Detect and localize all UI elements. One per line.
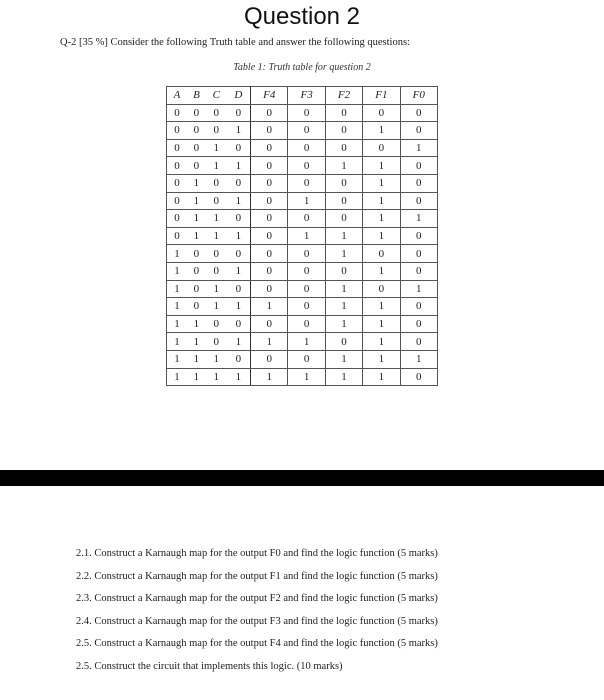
table-cell: 0 bbox=[167, 174, 187, 192]
column-header-c: C bbox=[206, 87, 227, 105]
task-item: 2.5. Construct the circuit that implements this logic. (10 marks) bbox=[76, 660, 343, 672]
table-cell: 1 bbox=[325, 280, 362, 298]
table-cell: 1 bbox=[206, 280, 227, 298]
table-cell: 0 bbox=[400, 298, 437, 316]
table-cell: 1 bbox=[187, 315, 206, 333]
table-cell: 1 bbox=[227, 157, 251, 175]
table-cell: 0 bbox=[325, 174, 362, 192]
table-cell: 0 bbox=[288, 157, 325, 175]
column-header-a: A bbox=[167, 87, 187, 105]
table-cell: 1 bbox=[400, 350, 437, 368]
table-cell: 1 bbox=[187, 368, 206, 386]
task-list bbox=[76, 548, 438, 684]
table-cell: 1 bbox=[227, 262, 251, 280]
table-row bbox=[167, 280, 438, 298]
table-cell: 0 bbox=[251, 280, 288, 298]
table-cell: 0 bbox=[288, 262, 325, 280]
table-row bbox=[167, 368, 438, 386]
column-header-b: B bbox=[187, 87, 206, 105]
table-cell: 1 bbox=[288, 227, 325, 245]
table-cell: 0 bbox=[227, 245, 251, 263]
table-cell: 1 bbox=[187, 350, 206, 368]
table-row bbox=[167, 210, 438, 228]
table-cell: 1 bbox=[227, 192, 251, 210]
table-cell: 1 bbox=[251, 368, 288, 386]
table-cell: 0 bbox=[206, 262, 227, 280]
table-cell: 0 bbox=[325, 139, 362, 157]
table-cell: 0 bbox=[288, 280, 325, 298]
table-cell: 1 bbox=[363, 368, 400, 386]
table-cell: 0 bbox=[400, 368, 437, 386]
table-cell: 0 bbox=[227, 280, 251, 298]
table-cell: 0 bbox=[167, 210, 187, 228]
table-cell: 0 bbox=[167, 104, 187, 122]
table-row bbox=[167, 174, 438, 192]
table-cell: 0 bbox=[288, 139, 325, 157]
table-cell: 0 bbox=[251, 157, 288, 175]
column-header-f3: F3 bbox=[288, 87, 325, 105]
table-cell: 1 bbox=[167, 245, 187, 263]
table-cell: 0 bbox=[288, 210, 325, 228]
table-cell: 0 bbox=[325, 333, 362, 351]
column-header-f4: F4 bbox=[251, 87, 288, 105]
table-cell: 0 bbox=[206, 333, 227, 351]
table-cell: 0 bbox=[167, 192, 187, 210]
table-cell: 1 bbox=[187, 192, 206, 210]
task-item: 2.5. Construct a Karnaugh map for the output F4 and find the logic function (5 marks) bbox=[76, 638, 438, 650]
table-cell: 1 bbox=[363, 192, 400, 210]
task-item: 2.4. Construct a Karnaugh map for the output F3 and find the logic function (5 marks) bbox=[76, 615, 438, 627]
table-cell: 1 bbox=[325, 368, 362, 386]
table-row bbox=[167, 262, 438, 280]
table-cell: 0 bbox=[251, 315, 288, 333]
table-cell: 0 bbox=[167, 122, 187, 140]
column-header-f2: F2 bbox=[325, 87, 362, 105]
table-cell: 1 bbox=[206, 157, 227, 175]
table-cell: 0 bbox=[400, 157, 437, 175]
table-row bbox=[167, 104, 438, 122]
table-cell: 1 bbox=[400, 280, 437, 298]
table-cell: 0 bbox=[227, 210, 251, 228]
table-header-row bbox=[167, 87, 438, 105]
table-cell: 0 bbox=[251, 122, 288, 140]
table-cell: 0 bbox=[251, 210, 288, 228]
table-cell: 1 bbox=[288, 192, 325, 210]
table-cell: 0 bbox=[167, 157, 187, 175]
table-cell: 1 bbox=[288, 368, 325, 386]
table-cell: 1 bbox=[206, 368, 227, 386]
table-cell: 0 bbox=[400, 262, 437, 280]
table-cell: 1 bbox=[325, 298, 362, 316]
table-row bbox=[167, 333, 438, 351]
table-cell: 1 bbox=[400, 210, 437, 228]
table-cell: 0 bbox=[363, 104, 400, 122]
table-cell: 1 bbox=[325, 350, 362, 368]
table-cell: 1 bbox=[400, 139, 437, 157]
table-row bbox=[167, 139, 438, 157]
table-row bbox=[167, 157, 438, 175]
table-cell: 0 bbox=[187, 280, 206, 298]
table-cell: 0 bbox=[206, 174, 227, 192]
table-cell: 0 bbox=[206, 245, 227, 263]
table-cell: 0 bbox=[187, 245, 206, 263]
task-item: 2.1. Construct a Karnaugh map for the output F0 and find the logic function (5 marks) bbox=[76, 548, 438, 559]
table-cell: 0 bbox=[325, 210, 362, 228]
table-cell: 1 bbox=[187, 227, 206, 245]
table-cell: 0 bbox=[187, 298, 206, 316]
table-cell: 0 bbox=[227, 315, 251, 333]
table-cell: 0 bbox=[167, 139, 187, 157]
table-cell: 1 bbox=[167, 280, 187, 298]
table-cell: 0 bbox=[363, 139, 400, 157]
table-cell: 1 bbox=[206, 227, 227, 245]
table-cell: 1 bbox=[363, 350, 400, 368]
table-cell: 1 bbox=[363, 262, 400, 280]
table-cell: 1 bbox=[167, 262, 187, 280]
table-cell: 1 bbox=[187, 174, 206, 192]
page-bottom bbox=[0, 486, 604, 700]
table-cell: 0 bbox=[400, 192, 437, 210]
table-cell: 0 bbox=[187, 262, 206, 280]
table-cell: 0 bbox=[227, 104, 251, 122]
table-cell: 1 bbox=[206, 350, 227, 368]
table-cell: 1 bbox=[167, 368, 187, 386]
table-cell: 1 bbox=[325, 245, 362, 263]
table-cell: 0 bbox=[400, 174, 437, 192]
table-cell: 1 bbox=[363, 122, 400, 140]
table-cell: 0 bbox=[206, 192, 227, 210]
table-cell: 1 bbox=[363, 298, 400, 316]
table-cell: 0 bbox=[167, 227, 187, 245]
table-cell: 0 bbox=[400, 315, 437, 333]
table-cell: 0 bbox=[325, 104, 362, 122]
table-cell: 1 bbox=[167, 350, 187, 368]
column-header-d: D bbox=[227, 87, 251, 105]
table-cell: 1 bbox=[363, 210, 400, 228]
table-cell: 0 bbox=[288, 350, 325, 368]
table-row bbox=[167, 192, 438, 210]
table-row bbox=[167, 227, 438, 245]
table-cell: 0 bbox=[206, 315, 227, 333]
table-cell: 1 bbox=[206, 298, 227, 316]
table-cell: 0 bbox=[400, 104, 437, 122]
table-cell: 0 bbox=[206, 104, 227, 122]
table-cell: 0 bbox=[288, 122, 325, 140]
table-row bbox=[167, 245, 438, 263]
truth-table bbox=[166, 86, 438, 386]
table-cell: 0 bbox=[251, 139, 288, 157]
table-cell: 0 bbox=[325, 262, 362, 280]
table-cell: 0 bbox=[288, 298, 325, 316]
page-title: Question 2 bbox=[243, 3, 361, 30]
table-cell: 1 bbox=[227, 368, 251, 386]
table-cell: 0 bbox=[187, 139, 206, 157]
table-cell: 1 bbox=[251, 298, 288, 316]
table-cell: 0 bbox=[251, 104, 288, 122]
table-cell: 0 bbox=[251, 192, 288, 210]
table-cell: 1 bbox=[325, 157, 362, 175]
table-cell: 1 bbox=[227, 122, 251, 140]
table-row bbox=[167, 122, 438, 140]
task-item: 2.2. Construct a Karnaugh map for the output F1 and find the logic function (5 marks) bbox=[76, 570, 438, 582]
table-cell: 1 bbox=[227, 333, 251, 351]
table-row bbox=[167, 298, 438, 316]
table-cell: 1 bbox=[206, 139, 227, 157]
table-cell: 1 bbox=[325, 315, 362, 333]
task-item: 2.3. Construct a Karnaugh map for the output F2 and find the logic function (5 marks) bbox=[76, 593, 438, 605]
table-cell: 0 bbox=[187, 157, 206, 175]
table-cell: 0 bbox=[251, 262, 288, 280]
table-cell: 0 bbox=[400, 333, 437, 351]
table-cell: 0 bbox=[227, 139, 251, 157]
table-cell: 0 bbox=[400, 122, 437, 140]
table-cell: 1 bbox=[227, 227, 251, 245]
table-cell: 0 bbox=[400, 245, 437, 263]
table-cell: 0 bbox=[187, 104, 206, 122]
table-cell: 0 bbox=[363, 245, 400, 263]
table-cell: 0 bbox=[251, 350, 288, 368]
table-cell: 0 bbox=[363, 280, 400, 298]
table-cell: 1 bbox=[167, 298, 187, 316]
table-cell: 0 bbox=[325, 192, 362, 210]
question-text: Q-2 [35 %] Consider the following Truth table and answer the following questions: bbox=[60, 37, 410, 48]
table-cell: 1 bbox=[206, 210, 227, 228]
table-cell: 0 bbox=[206, 122, 227, 140]
table-cell: 0 bbox=[227, 174, 251, 192]
table-cell: 1 bbox=[227, 298, 251, 316]
table-caption: Table 1: Truth table for question 2 bbox=[233, 62, 371, 73]
table-cell: 1 bbox=[167, 333, 187, 351]
table-cell: 0 bbox=[251, 245, 288, 263]
table-cell: 1 bbox=[363, 174, 400, 192]
table-cell: 1 bbox=[187, 210, 206, 228]
table-cell: 1 bbox=[363, 227, 400, 245]
table-cell: 0 bbox=[325, 122, 362, 140]
table-cell: 1 bbox=[288, 333, 325, 351]
table-cell: 0 bbox=[400, 227, 437, 245]
table-cell: 1 bbox=[251, 333, 288, 351]
table-cell: 1 bbox=[325, 227, 362, 245]
table-cell: 0 bbox=[227, 350, 251, 368]
column-header-f1: F1 bbox=[363, 87, 400, 105]
table-cell: 0 bbox=[251, 227, 288, 245]
table-cell: 0 bbox=[187, 122, 206, 140]
table-cell: 1 bbox=[363, 315, 400, 333]
table-cell: 1 bbox=[167, 315, 187, 333]
column-header-f0: F0 bbox=[400, 87, 437, 105]
table-row bbox=[167, 350, 438, 368]
table-cell: 0 bbox=[288, 315, 325, 333]
table-cell: 1 bbox=[363, 157, 400, 175]
table-cell: 0 bbox=[288, 245, 325, 263]
table-cell: 1 bbox=[363, 333, 400, 351]
table-cell: 0 bbox=[251, 174, 288, 192]
table-cell: 0 bbox=[288, 104, 325, 122]
table-row bbox=[167, 315, 438, 333]
table-cell: 1 bbox=[187, 333, 206, 351]
table-cell: 0 bbox=[288, 174, 325, 192]
